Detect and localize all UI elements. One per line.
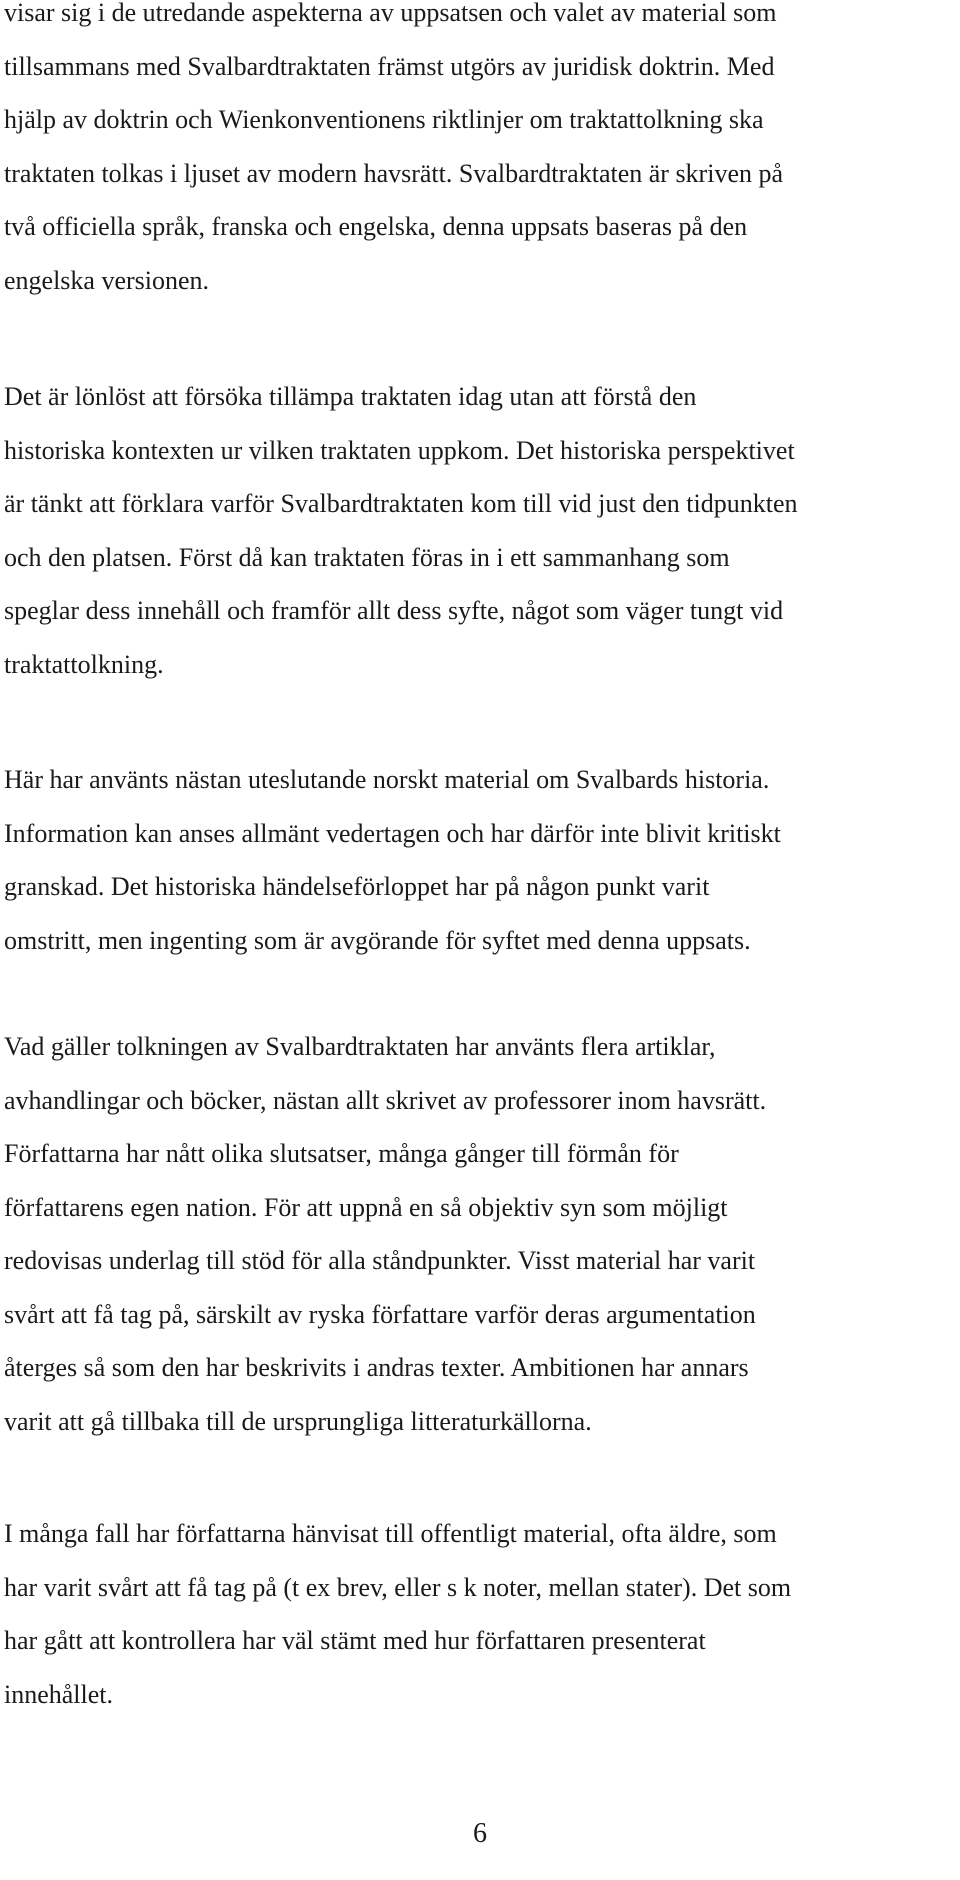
page-number: 6 <box>473 1818 487 1849</box>
text-line: har gått att kontrollera har väl stämt med hur författaren presenterat <box>4 1626 706 1655</box>
text-line: har varit svårt att få tag på (t ex brev, eller s k noter, mellan stater). Det som <box>4 1572 792 1602</box>
text-line: visar sig i de utredande aspekterna av uppsatsen och valet av material som <box>4 0 777 27</box>
text-line: författarens egen nation. För att uppnå en så objektiv syn som möjligt <box>4 1192 728 1222</box>
text-line: granskad. Det historiska händelseförloppet har på någon punkt varit <box>4 872 710 901</box>
text-line: är tänkt att förklara varför Svalbardtraktaten kom till vid just den tidpunkten <box>4 489 798 518</box>
paragraph-1 <box>4 0 783 307</box>
text-line: Det är lönlöst att försöka tillämpa traktaten idag utan att förstå den <box>4 382 697 411</box>
text-line: svårt att få tag på, särskilt av ryska författare varför deras argumentation <box>4 1299 756 1329</box>
text-line: Här har använts nästan uteslutande norskt material om Svalbards historia. <box>4 765 770 794</box>
text-line: I många fall har författarna hänvisat till offentligt material, ofta äldre, som <box>4 1519 777 1548</box>
text-line: två officiella språk, franska och engelska, denna uppsats baseras på den <box>4 212 748 241</box>
paragraph-4 <box>4 1020 766 1448</box>
text-line: innehållet. <box>4 1679 114 1709</box>
text-line: varit att gå tillbaka till de ursprungliga litteraturkällorna. <box>4 1406 592 1436</box>
paragraph-5 <box>4 1507 791 1721</box>
text-line: speglar dess innehåll och framför allt dess syfte, något som väger tungt vid <box>4 596 784 625</box>
text-line: Information kan anses allmänt vedertagen och har därför inte blivit kritiskt <box>4 818 781 848</box>
text-line: omstritt, men ingenting som är avgörande för syftet med denna uppsats. <box>4 925 751 955</box>
text-line: Vad gäller tolkningen av Svalbardtraktaten har använts flera artiklar, <box>4 1032 716 1061</box>
text-line: avhandlingar och böcker, nästan allt skrivet av professorer inom havsrätt. <box>4 1085 767 1115</box>
text-line: redovisas underlag till stöd för alla ståndpunkter. Visst material har varit <box>4 1246 756 1275</box>
text-line: hjälp av doktrin och Wienkonventionens riktlinjer om traktattolkning ska <box>4 105 764 134</box>
text-line: historiska kontexten ur vilken traktaten uppkom. Det historiska perspektivet <box>4 435 795 465</box>
text-line: traktaten tolkas i ljuset av modern havsrätt. Svalbardtraktaten är skriven på <box>4 158 784 188</box>
text-line: engelska versionen. <box>4 265 210 295</box>
text-line: återges så som den har beskrivits i andras texter. Ambitionen har annars <box>4 1353 749 1382</box>
paragraph-3 <box>4 753 781 967</box>
text-line: tillsammans med Svalbardtraktaten främst utgörs av juridisk doktrin. Med <box>4 51 775 81</box>
paragraph-2 <box>4 370 798 691</box>
text-line: och den platsen. Först då kan traktaten föras in i ett sammanhang som <box>4 542 730 572</box>
text-line: Författarna har nått olika slutsatser, många gånger till förmån för <box>4 1139 679 1168</box>
text-line: traktattolkning. <box>4 649 164 679</box>
